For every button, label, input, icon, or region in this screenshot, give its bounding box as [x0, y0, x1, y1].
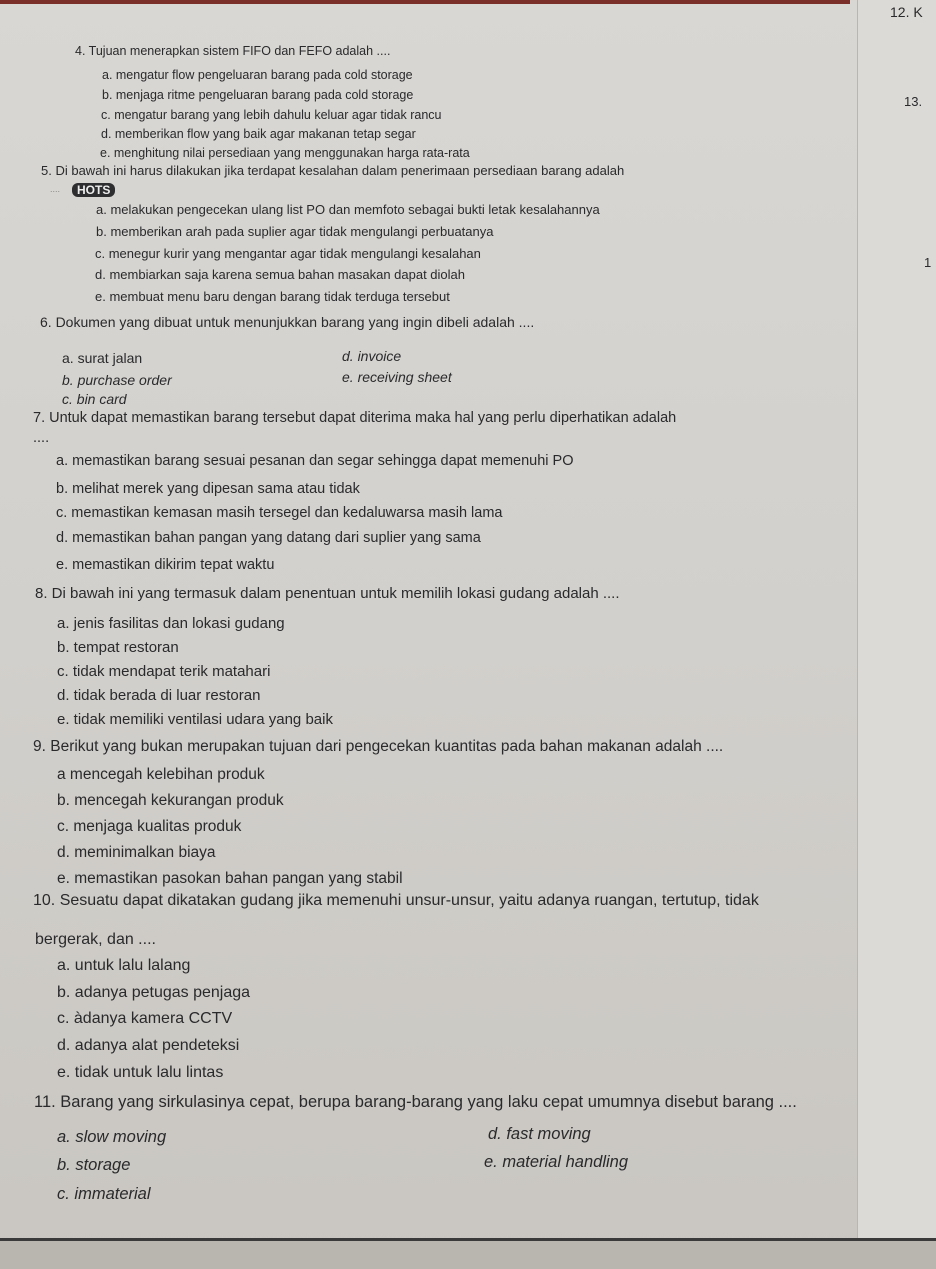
page-bottom-edge — [0, 1238, 936, 1269]
question-text-continued: bergerak, dan .... — [35, 931, 156, 948]
option-a: a. mengatur flow pengeluaran barang pada cold storage — [102, 68, 413, 82]
question-text: 4. Tujuan menerapkan sistem FIFO dan FEFO adalah .... — [75, 44, 391, 58]
question-text: 9. Berikut yang bukan merupakan tujuan dari pengecekan kuantitas pada bahan makanan adalah .... — [33, 738, 724, 755]
question-text: 10. Sesuatu dapat dikatakan gudang jika memenuhi unsur-unsur, yaitu adanya ruangan, tertutup, tidak — [33, 892, 759, 909]
option-c: c. mengatur barang yang lebih dahulu keluar agar tidak rancu — [101, 108, 442, 122]
option-c: c. tidak mendapat terik matahari — [57, 663, 271, 680]
option-d: d. memberikan flow yang baik agar makanan tetap segar — [101, 127, 416, 141]
option-e: e. tidak memiliki ventilasi udara yang baik — [57, 711, 333, 728]
option-d: d. membiarkan saja karena semua bahan masakan dapat diolah — [95, 267, 466, 282]
option-e: e. receiving sheet — [342, 369, 452, 385]
option-d: d. memastikan bahan pangan yang datang dari suplier yang sama — [56, 530, 481, 546]
page-top-edge — [0, 0, 850, 4]
option-a: a. untuk lalu lalang — [57, 957, 191, 974]
option-e: e. memastikan pasokan bahan pangan yang stabil — [57, 870, 403, 887]
right-page — [857, 0, 936, 1266]
option-b: b. memberikan arah pada suplier agar tidak mengulangi perbuatanya — [96, 224, 494, 239]
option-b: b. melihat merek yang dipesan sama atau tidak — [56, 481, 360, 497]
option-b: b. purchase order — [62, 372, 172, 388]
right-page-number-1: 1 — [924, 255, 932, 270]
option-e: e. material handling — [484, 1153, 629, 1171]
question-text: 5. Di bawah ini harus dilakukan jika terdapat kesalahan dalam penerimaan persediaan barang adalah — [41, 163, 625, 178]
question-text: 7. Untuk dapat memastikan barang tersebut dapat diterima maka hal yang perlu diperhatikan adalah — [33, 410, 677, 426]
right-page-number-13: 13. — [904, 94, 923, 109]
question-dots: .... — [50, 184, 61, 194]
option-d: d. fast moving — [488, 1125, 591, 1143]
option-a: a. memastikan barang sesuai pesanan dan segar sehingga dapat memenuhi PO — [56, 453, 574, 469]
question-text: 8. Di bawah ini yang termasuk dalam penentuan untuk memilih lokasi gudang adalah .... — [35, 585, 620, 602]
option-e: e. membuat menu baru dengan barang tidak terduga tersebut — [95, 289, 450, 304]
option-c: c. memastikan kemasan masih tersegel dan kedaluwarsa masih lama — [56, 505, 503, 521]
option-c: c. menjaga kualitas produk — [57, 818, 242, 835]
option-c: c. menegur kurir yang mengantar agar tidak mengulangi kesalahan — [95, 246, 481, 261]
option-a: a mencegah kelebihan produk — [57, 766, 265, 783]
option-a: a. jenis fasilitas dan lokasi gudang — [57, 615, 285, 632]
option-d: d. meminimalkan biaya — [57, 844, 216, 861]
option-b: b. mencegah kekurangan produk — [57, 792, 284, 809]
option-e: e. menghitung nilai persediaan yang menggunakan harga rata-rata — [100, 146, 470, 160]
question-dots: .... — [33, 430, 50, 446]
option-b: b. menjaga ritme pengeluaran barang pada cold storage — [102, 88, 414, 102]
option-b: b. tempat restoran — [57, 639, 179, 656]
right-page-number-12: 12. K — [890, 4, 923, 20]
question-text: 11. Barang yang sirkulasinya cepat, berupa barang-barang yang laku cepat umumnya disebut barang .... — [34, 1093, 797, 1111]
option-d: d. tidak berada di luar restoran — [57, 687, 261, 704]
option-b: b. adanya petugas penjaga — [57, 984, 251, 1001]
question-text: 6. Dokumen yang dibuat untuk menunjukkan barang yang ingin dibeli adalah .... — [40, 314, 535, 330]
option-d: d. adanya alat pendeteksi — [57, 1037, 240, 1054]
option-e: e. tidak untuk lalu lintas — [57, 1064, 224, 1081]
option-a: a. slow moving — [57, 1128, 167, 1146]
option-b: b. storage — [57, 1156, 131, 1174]
option-a: a. surat jalan — [62, 350, 143, 366]
option-e: e. memastikan dikirim tepat waktu — [56, 557, 275, 573]
option-c: c. immaterial — [57, 1185, 151, 1203]
option-c: c. àdanya kamera CCTV — [57, 1010, 233, 1027]
option-a: a. melakukan pengecekan ulang list PO dan memfoto sebagai bukti letak kesalahannya — [96, 202, 600, 217]
option-c: c. bin card — [62, 391, 127, 407]
hots-badge: HOTS — [72, 183, 115, 197]
option-d: d. invoice — [342, 348, 402, 364]
